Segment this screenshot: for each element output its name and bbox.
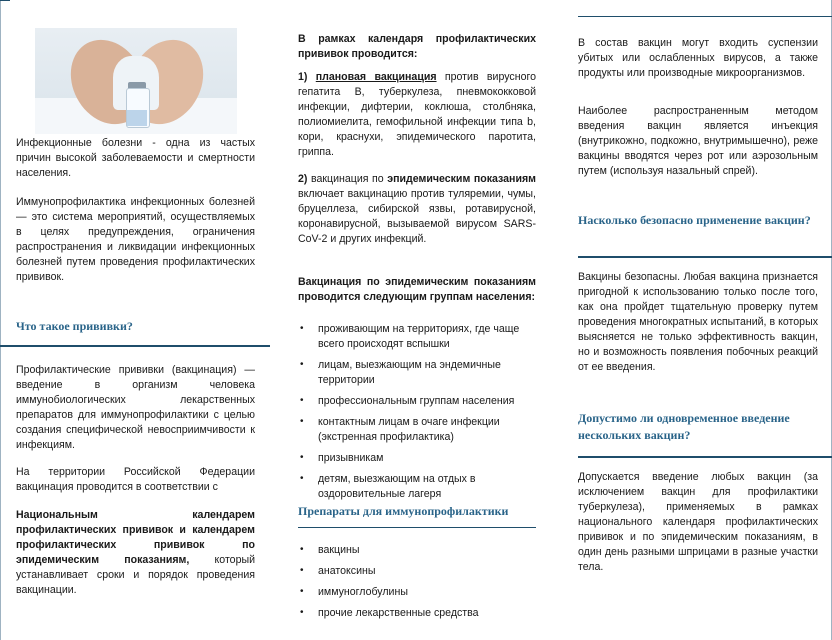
- planned-vaccination-term: плановая вакцинация: [315, 71, 437, 83]
- list-item: [298, 564, 536, 579]
- list-item: [298, 415, 536, 445]
- list-item-text: контактным лицам в очаге инфекции (экстренная профилактика): [318, 416, 500, 444]
- bullet-icon: •: [300, 395, 304, 407]
- heart-hands-vaccine-image: [35, 28, 237, 134]
- national-calendar-paragraph: [16, 508, 255, 598]
- list-item-text: анатоксины: [318, 565, 376, 578]
- preparations-title: Препараты для иммунопрофилактики: [298, 504, 509, 518]
- administration-method-paragraph: Наиболее распространенным методом введения вакцин является инъекция (внутрикожно, подкожно, внутримышечно), реже вакцины вводятся через рот или аэрозольным путем (используя назальный спрей).: [578, 105, 818, 178]
- intro-paragraph: Инфекционные болезни - одна из частых причин высокой заболеваемости и смертности населения.: [16, 137, 255, 180]
- item-number-1: 1): [298, 71, 316, 83]
- list-item: [298, 606, 536, 621]
- what-is-vaccination-title: Что такое прививки?: [16, 319, 133, 333]
- simultaneous-text: Допускается введение любых вакцин (за исключением вакцин для профилактики туберкулеза), применяемых в рамках национального календаря профилактических прививок и по эпидемическим показаниям, в один день разными шприцами в разные участки тела.: [578, 471, 818, 574]
- epidemic-text: включает вакцинацию против туляремии, чумы, бруцеллеза, сибирской язвы, ротавирусной, коронавирусной, вызываемой вирусом SARS-CoV-2 и других инфекций.: [298, 188, 536, 246]
- simultaneous-divider: [578, 456, 832, 458]
- what-is-vaccination-text: Профилактические прививки (вакцинация) — введение в организм человека иммунобиологических лекарственных препаратов для иммунопрофилактики с целью создания специфической невосприимчивости к инфекциям.: [16, 364, 255, 452]
- safety-text: Вакцины безопасны. Любая вакцина признается пригодной к использованию только после того, как она пройдет тщательную проверку путем проведения многократных испытаний, в которых выясняется не только эффективность вакцин, но и возможность появления побочных реакций от ее введения.: [578, 271, 818, 374]
- list-item: [298, 451, 536, 466]
- list-item: [298, 394, 536, 409]
- section-divider: [0, 345, 270, 347]
- safety-title: Насколько безопасно применение вакцин?: [578, 213, 811, 227]
- planned-vaccination-text: против вирусного гепатита В, туберкулеза, пневмококковой инфекции, дифтерии, коклюша, столбняка, полиомиелита, гемофильной инфекции типа b, кори, краснухи, эпидемического паротита, гриппа.: [298, 71, 536, 159]
- list-item: [298, 358, 536, 388]
- simultaneous-title: Допустимо ли одновременное введение нескольких вакцин?: [578, 411, 790, 443]
- national-calendar-rest: который устанавливает сроки и порядок проведения вакцинации.: [16, 554, 255, 597]
- calendar-heading: В рамках календаря профилактических прививок проводится:: [298, 33, 536, 61]
- bullet-icon: •: [300, 473, 304, 485]
- groups-heading: Вакцинация по эпидемическим показаниям проводится следующим группам населения:: [298, 276, 536, 304]
- list-item: [298, 472, 536, 502]
- bullet-icon: •: [300, 544, 304, 555]
- bullet-icon: •: [300, 323, 304, 334]
- list-item: [298, 585, 536, 600]
- bullet-icon: •: [300, 607, 304, 619]
- bullet-icon: •: [300, 586, 304, 598]
- top-right-rule: [578, 16, 832, 17]
- bullet-icon: •: [300, 565, 304, 577]
- list-item-text: иммуноглобулины: [318, 586, 408, 599]
- what-is-vaccination-section: [16, 318, 255, 335]
- item-number-2: 2): [298, 173, 311, 185]
- list-item-text: призывникам: [318, 452, 384, 465]
- safety-section: [578, 212, 818, 229]
- preparations-list: [298, 543, 536, 627]
- page-left-edge: [0, 0, 1, 640]
- safety-divider: [578, 256, 832, 258]
- composition-paragraph: В состав вакцин могут входить суспензии убитых или ослабленных вирусов, а также продукты или производные микроорганизмов.: [578, 37, 818, 80]
- list-item: [298, 543, 536, 558]
- planned-vaccination-paragraph: [298, 70, 536, 160]
- national-calendar-bold: Национальным календарем профилактических прививок и календарем профилактических прививок по эпидемическим показаниям,: [16, 509, 255, 567]
- list-item-text: лицам, выезжающим на эндемичные территории: [318, 359, 501, 387]
- epidemic-term: эпидемическим показаниям: [387, 173, 536, 185]
- list-item-text: вакцины: [318, 544, 360, 556]
- bullet-icon: •: [300, 359, 304, 371]
- list-item-text: прочие лекарственные средства: [318, 607, 479, 620]
- population-groups-list: [298, 322, 536, 508]
- epidemic-plain: вакцинация по: [311, 173, 388, 185]
- bullet-icon: •: [300, 452, 304, 464]
- list-item-text: проживающим на территориях, где чаще всего происходят вспышки: [318, 323, 520, 351]
- immunoprophylaxis-paragraph: Иммунопрофилактика инфекционных болезней — это система мероприятий, осуществляемых в целях предупреждения, ограничения распространения и ликвидации инфекционных болезней путем проведения профилактических прививок.: [16, 196, 255, 284]
- preparations-divider: [298, 527, 536, 528]
- bullet-icon: •: [300, 416, 304, 428]
- list-item-text: детям, выезжающим на отдых в оздоровительные лагеря: [318, 473, 476, 501]
- russia-vaccination-text: На территории Российской Федерации вакцинация проводится в соответствии с: [16, 466, 255, 494]
- simultaneous-section: [578, 410, 818, 444]
- top-left-rule: [0, 0, 10, 1]
- list-item: [298, 322, 536, 352]
- epidemic-vaccination-paragraph: [298, 172, 536, 247]
- list-item-text: профессиональным группам населения: [318, 395, 515, 408]
- preparations-section: [298, 503, 536, 520]
